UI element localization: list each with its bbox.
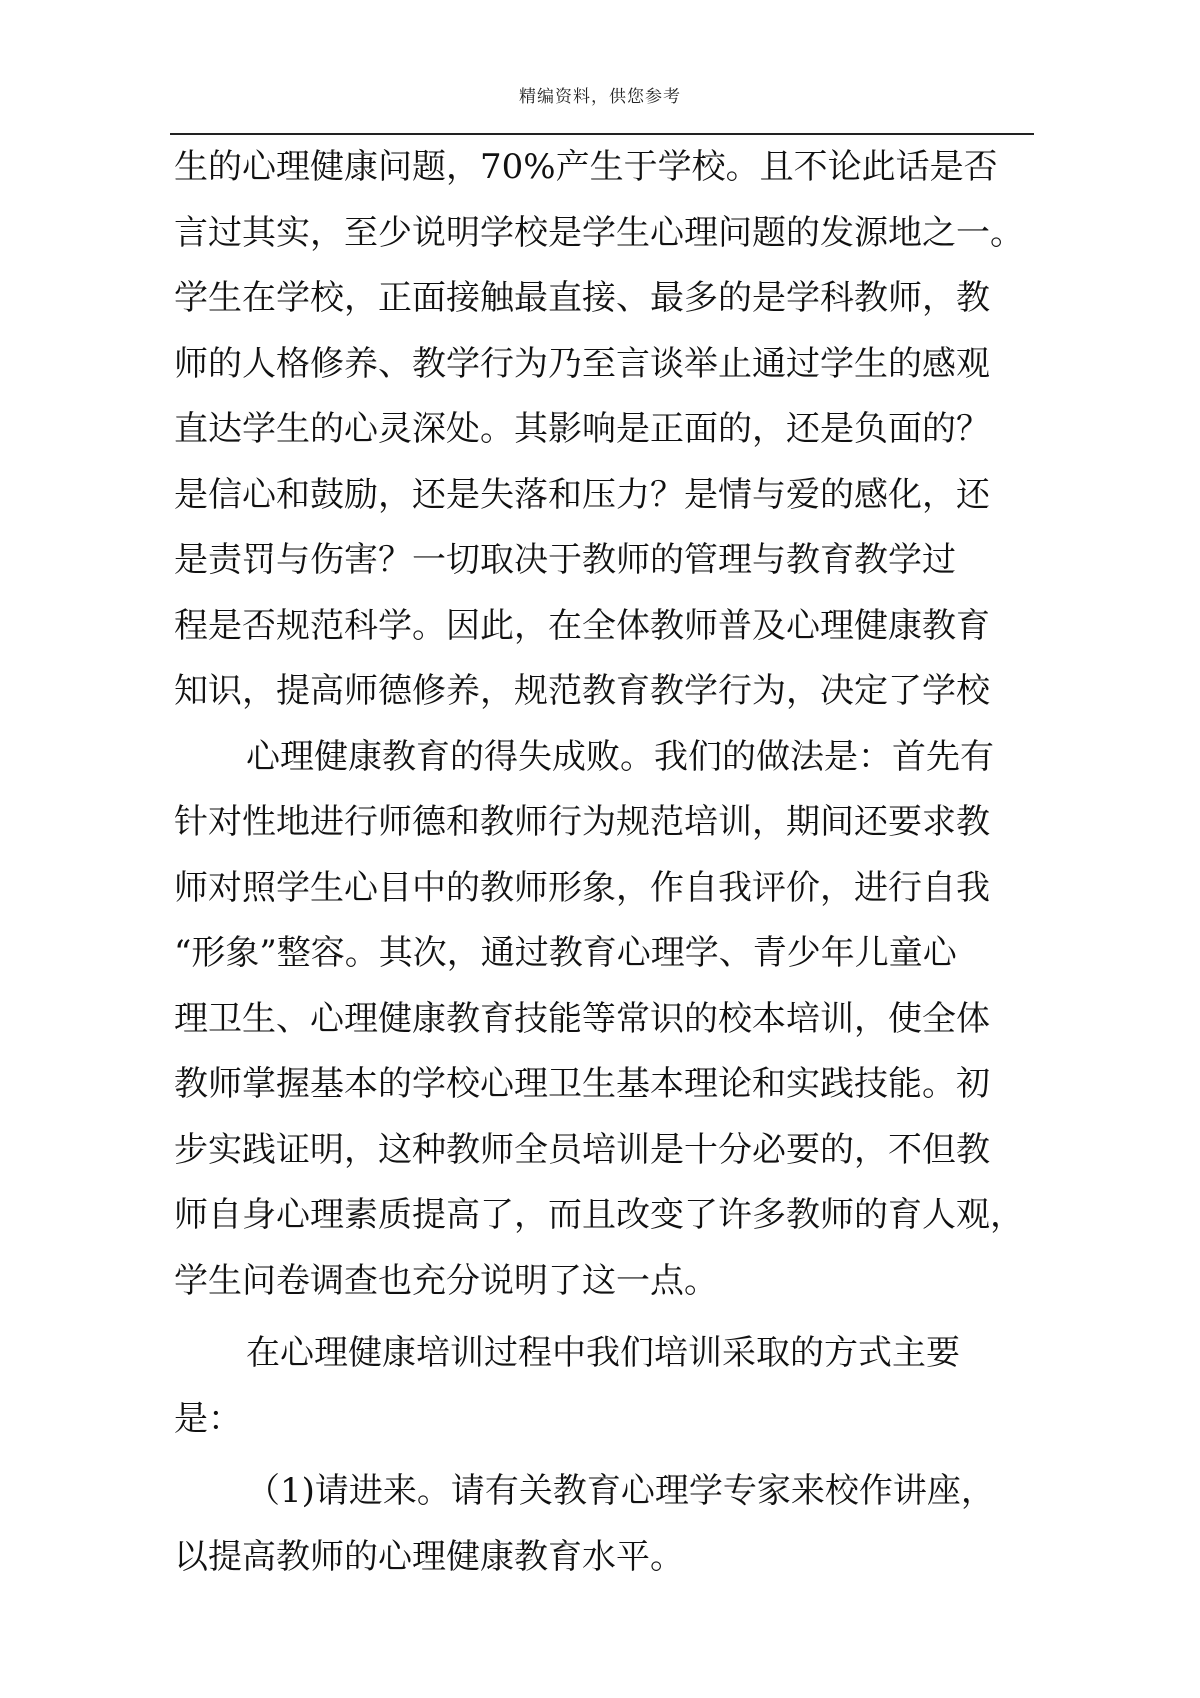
paragraph-start-line: 心理健康教育的得失成败。我们的做法是：首先有: [246, 737, 994, 777]
text-line: 是：: [174, 1399, 242, 1439]
text-line: 教师掌握基本的学校心理卫生基本理论和实践技能。初: [174, 1064, 990, 1104]
text-line: 知识，提高师德修养，规范教育教学行为，决定了学校: [174, 671, 990, 711]
list-item-line: （1)请进来。请有关教育心理学专家来校作讲座，: [246, 1471, 995, 1511]
text-line: 直达学生的心灵深处。其影响是正面的，还是负面的？: [174, 409, 990, 449]
text-line: 师的人格修养、教学行为乃至言谈举止通过学生的感观: [174, 344, 990, 384]
text-line: 是信心和鼓励，还是失落和压力？是情与爱的感化，还: [174, 475, 990, 515]
text-line: 生的心理健康问题，70%产生于学校。且不论此话是否: [174, 147, 998, 187]
text-line: 程是否规范科学。因此，在全体教师普及心理健康教育: [174, 606, 990, 646]
text-line: 师自身心理素质提高了，而且改变了许多教师的育人观，: [174, 1195, 1024, 1235]
text-line: 步实践证明，这种教师全员培训是十分必要的，不但教: [174, 1130, 990, 1170]
text-line: 以提高教师的心理健康教育水平。: [174, 1537, 684, 1577]
text-line: 是责罚与伤害？一切取决于教师的管理与教育教学过: [174, 540, 956, 580]
text-line: 言过其实，至少说明学校是学生心理问题的发源地之一。: [174, 213, 1024, 253]
header-divider: [170, 133, 1034, 135]
paragraph-start-line: 在心理健康培训过程中我们培训采取的方式主要: [246, 1333, 960, 1373]
text-line: 师对照学生心目中的教师形象，作自我评价，进行自我: [174, 868, 990, 908]
text-line: 学生问卷调查也充分说明了这一点。: [174, 1261, 718, 1301]
text-line: “形象”整容。其次，通过教育心理学、青少年儿童心: [174, 933, 957, 973]
page-header: 精编资料，供您参考: [519, 87, 681, 107]
text-line: 针对性地进行师德和教师行为规范培训，期间还要求教: [174, 802, 990, 842]
text-line: 理卫生、心理健康教育技能等常识的校本培训，使全体: [174, 999, 990, 1039]
text-line: 学生在学校，正面接触最直接、最多的是学科教师，教: [174, 278, 990, 318]
